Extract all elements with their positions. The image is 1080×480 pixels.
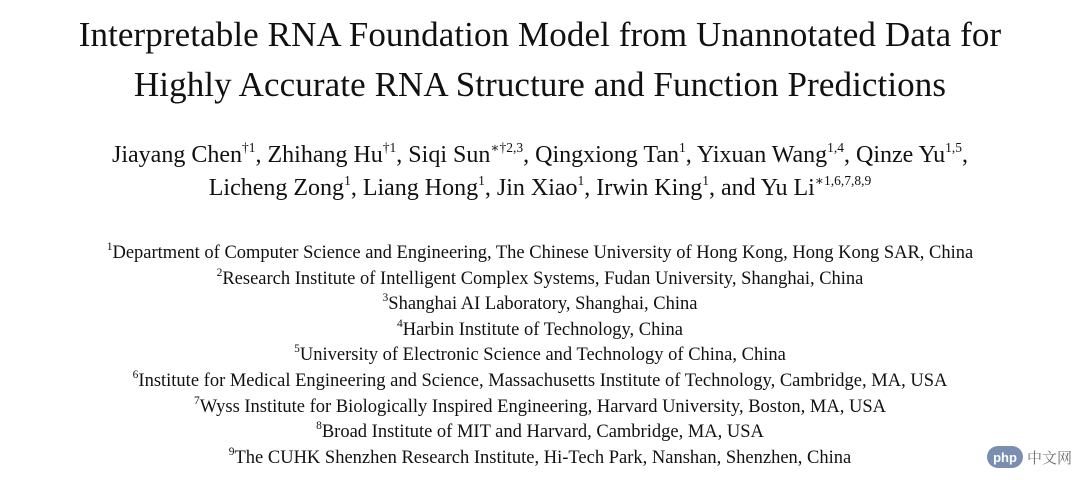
affiliation-text: Research Institute of Intelligent Complex Systems, Fudan University, Shanghai, China (222, 268, 864, 289)
affiliation-number: 1 (106, 241, 113, 253)
affiliation-text: Department of Computer Science and Engineering, The Chinese University of Hong Kong, Hong Kong SAR, China (112, 243, 974, 263)
author-affiliation-marker: 1 (478, 173, 485, 188)
paper-title (0, 10, 1080, 110)
affiliation-text: Wyss Institute for Biologically Inspired Engineering, Harvard University, Boston, MA, USA (199, 396, 886, 417)
author-affiliation-marker: 1,5 (945, 140, 962, 155)
affiliation-item (0, 343, 1080, 369)
author-name: Licheng Zong (208, 175, 345, 201)
title-line-2: Highly Accurate RNA Structure and Function Predictions (133, 65, 947, 104)
affiliation-item (0, 446, 1080, 472)
affiliation-number: 9 (228, 445, 235, 458)
author-separator: , (255, 142, 268, 168)
author-name: Yixuan Wang (696, 142, 828, 168)
affiliation-number: 7 (194, 394, 200, 407)
affiliation-number: 4 (396, 317, 403, 330)
author-affiliation-marker: ∗1,6,7,8,9 (814, 173, 872, 188)
affiliation-text: Harbin Institute of Technology, China (402, 319, 683, 340)
affiliation-text: University of Electronic Science and Technology of China, China (299, 345, 786, 366)
affiliation-item (0, 292, 1080, 318)
title-line-1: Interpretable RNA Foundation Model from Unannotated Data for (78, 15, 1002, 54)
author-affiliation-marker: 1 (344, 173, 351, 188)
affiliation-list (0, 241, 1080, 471)
affiliation-text: Broad Institute of MIT and Harvard, Cambridge, MA, USA (321, 422, 764, 443)
affiliation-text: Institute for Medical Engineering and Science, Massachusetts Institute of Technology, Cambridge, MA, USA (138, 370, 948, 391)
affiliation-number: 8 (316, 420, 322, 433)
affiliation-item (0, 420, 1080, 446)
author-name: Liang Hong (362, 175, 479, 201)
affiliation-number: 2 (216, 266, 223, 279)
author-name: Jiayang Chen (112, 142, 242, 168)
author-name: Irwin King (596, 175, 703, 201)
affiliation-number: 6 (132, 368, 139, 381)
affiliation-text: The CUHK Shenzhen Research Institute, Hi-Tech Park, Nanshan, Shenzhen, China (234, 447, 852, 468)
author-separator: , (396, 142, 409, 168)
author-separator: , (962, 142, 968, 168)
affiliation-item (0, 241, 1080, 267)
author-affiliation-marker: ∗†2,3 (490, 140, 524, 155)
affiliation-number: 5 (294, 343, 300, 356)
author-separator: , (584, 175, 597, 201)
author-affiliation-marker: †1 (241, 140, 256, 155)
author-affiliation-marker: 1 (577, 173, 585, 188)
affiliation-text: Shanghai AI Laboratory, Shanghai, China (388, 294, 698, 315)
watermark-logo-icon: php (987, 446, 1023, 468)
watermark-text: 中文网 (1026, 449, 1072, 467)
author-line-1 (0, 139, 1080, 172)
author-name: Yu Li (760, 175, 815, 201)
author-separator: , (484, 175, 497, 201)
author-separator: , (350, 175, 363, 201)
author-name: Qingxiong Tan (535, 142, 680, 168)
author-name: Jin Xiao (496, 175, 578, 201)
author-affiliation-marker: †1 (382, 140, 397, 155)
author-list (0, 139, 1080, 205)
affiliation-item (0, 395, 1080, 421)
author-name: Qinze Yu (856, 142, 946, 168)
author-separator: , (523, 142, 536, 168)
affiliation-item (0, 369, 1080, 395)
author-separator: , and (709, 175, 761, 201)
author-line-2 (0, 172, 1080, 205)
author-name: Siqi Sun (408, 142, 491, 168)
author-affiliation-marker: 1 (679, 140, 686, 155)
author-affiliation-marker: 1,4 (827, 140, 845, 155)
affiliation-item (0, 318, 1080, 344)
author-separator: , (685, 142, 697, 168)
author-name: Zhihang Hu (267, 142, 383, 168)
affiliation-item (0, 267, 1080, 293)
author-separator: , (844, 142, 857, 168)
site-watermark (987, 446, 1072, 468)
affiliation-number: 3 (382, 292, 389, 305)
author-affiliation-marker: 1 (702, 173, 710, 188)
